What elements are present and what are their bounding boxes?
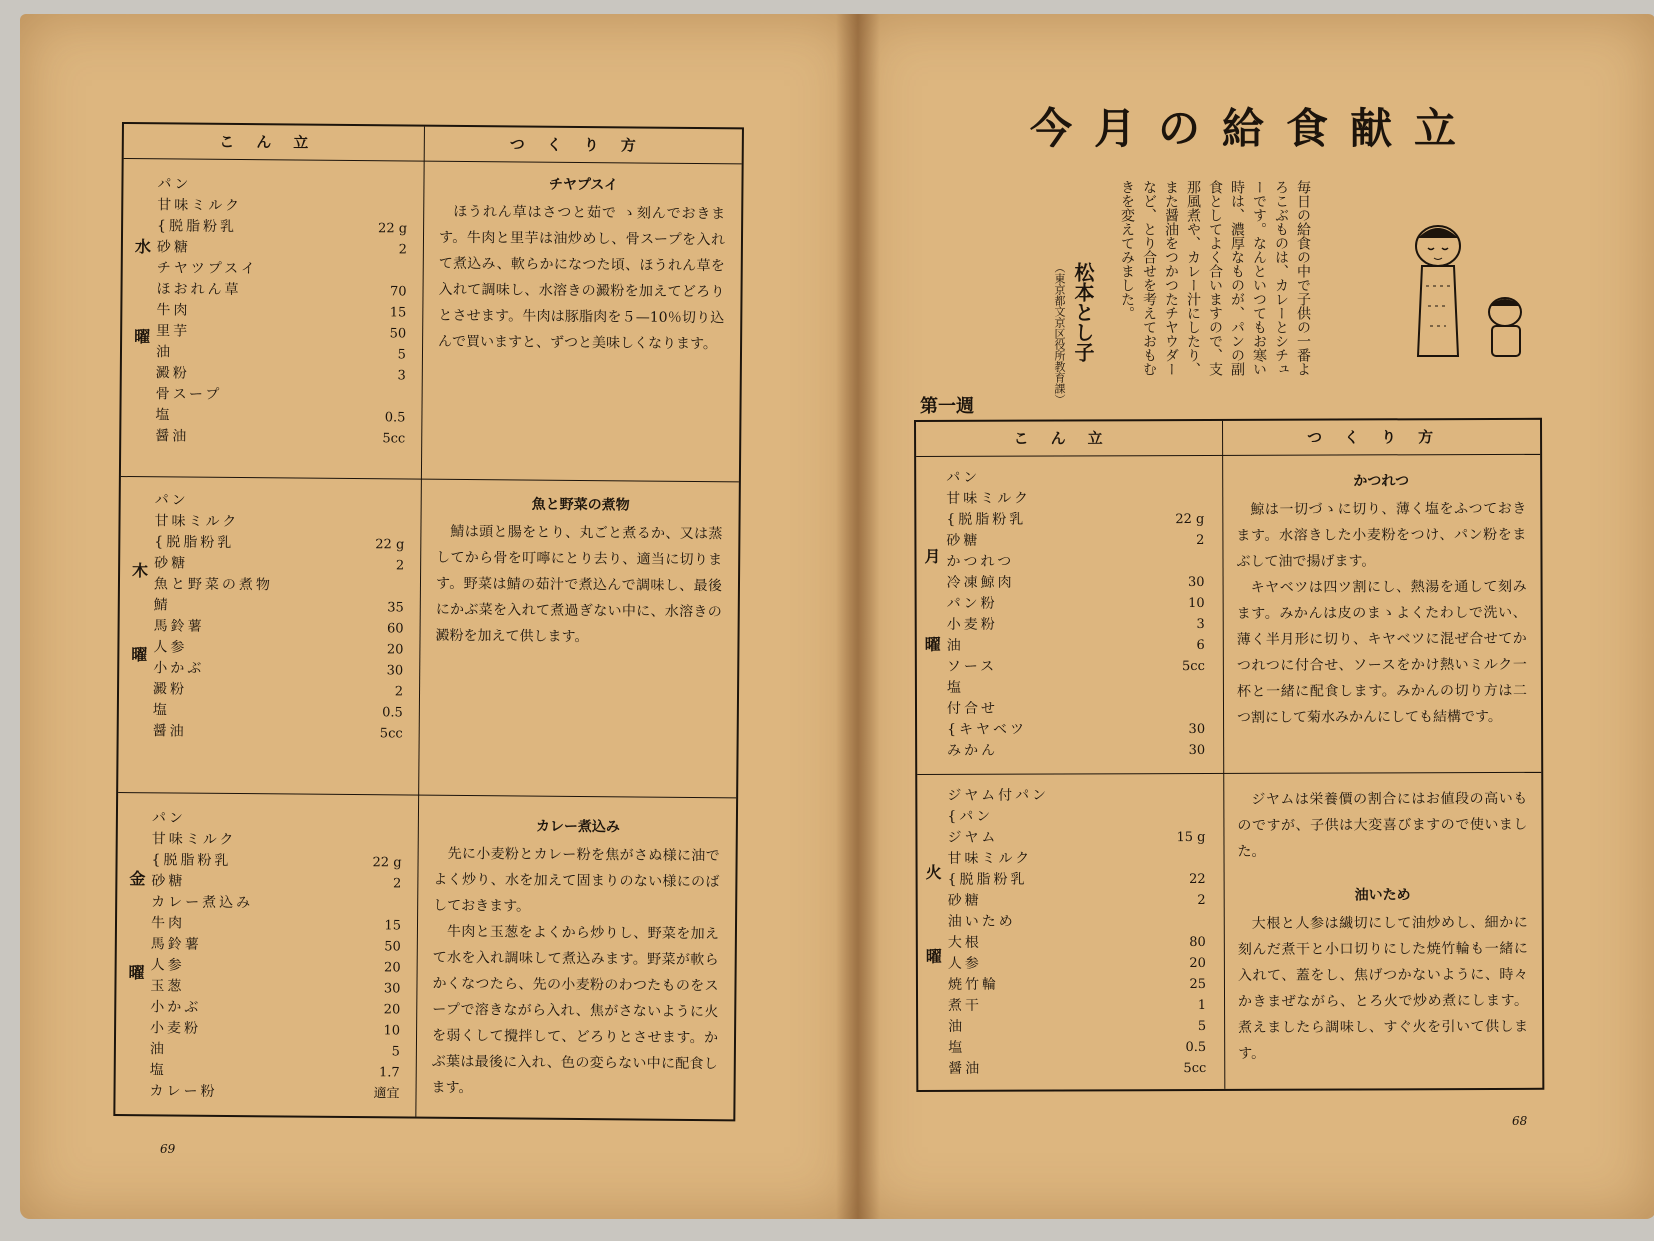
youbi-label: 曜	[131, 645, 148, 665]
author-affiliation: （東京都文京区役所教育課）	[1053, 262, 1066, 405]
day-label: 月	[924, 546, 941, 566]
ingredient-name: {脱脂粉乳	[151, 852, 232, 869]
dish-title: カレー煮込み	[535, 818, 620, 836]
ingredient-name: 甘味ミルク	[151, 831, 237, 849]
youbi-label: 曜	[925, 946, 942, 966]
ingredient-name: 鯖	[153, 597, 171, 614]
menu-item	[947, 719, 1205, 741]
ingredient-amount: 30	[383, 981, 401, 997]
page-title: 今月の給食献立	[1030, 104, 1479, 153]
ingredient-amount: 2	[394, 684, 404, 700]
ingredient-amount: 30	[1188, 742, 1206, 759]
ingredient-amount: 20	[1189, 955, 1206, 972]
menu-item	[157, 216, 407, 239]
menu-item	[155, 426, 405, 449]
ingredient-amount: 20	[383, 1002, 401, 1018]
ingredient-amount: 15	[384, 918, 402, 934]
ingredient-name: パン	[946, 469, 981, 486]
menu-item	[946, 530, 1204, 552]
ingredient-amount: 22 g	[1175, 511, 1205, 528]
menu-item	[156, 342, 406, 365]
ingredient-name: 油いため	[947, 913, 1016, 930]
ingredient-amount: 適宜	[373, 1086, 400, 1102]
menu-item	[947, 827, 1205, 849]
method-paragraph: 鯖は頭と腸をとり、丸ごと煮るか、又は蒸してから骨を叮嚀にとり去り、適当に切ります。野菜は鯖の茹汁で煮込んで調味し、最後にかぶ菜を入れて煮過ぎない中に、水溶きの澱粉を加えて供します。	[435, 523, 723, 646]
ingredient-name: カレー煮込み	[151, 894, 254, 912]
ingredient-amount: 0.5	[384, 410, 406, 426]
ingredient-amount: 22 g	[372, 855, 402, 871]
ingredient-name: 小麦粉	[150, 1020, 202, 1037]
menu-item	[151, 850, 401, 873]
ingredient-name: 砂糖	[154, 555, 189, 572]
dish-title: かつれつ	[1353, 473, 1410, 490]
menu-item	[150, 1039, 400, 1062]
ingredient-name: {脱脂粉乳	[946, 511, 1027, 528]
method-paragraph: 牛肉と玉葱をよくから炒りし、野菜を加えて水を入れ調味して煮込みます。野菜が軟らかくなつたら、先の小麦粉のわつたものをスープで溶きながら入れ、焦がさないように火を弱くして攪拌して、どろりとさせます。かぶ葉は最後に入れ、色の変らない中に配食します。	[431, 923, 720, 1097]
ingredient-name: 油	[155, 344, 174, 361]
ingredient-name: 砂糖	[156, 239, 191, 256]
method-paragraph: キヤベツは四ツ割にし、熱湯を通して刻みます。みかんは皮のまゝよくたわしで洗い、薄く半月形に切り、キヤベツに混ぜ合せてかつれつに付合せ、ソースをかけ熱いミルク一杯と一緒に配食します。みかんの切り方は二つ割にして菊水みかんにしても結構です。	[1236, 578, 1527, 726]
method-paragraph: ほうれん草はさつと茹で ゝ刻んでおきます。牛肉と里芋は油炒めし、骨スープを入れて煮込み、軟らかになつた頃、ほうれん草を入れて調味し、水溶きの澱粉を加えてどろりとさせます。牛肉は豚脂肉を５—10％切り込んで買いますと、ずつと美味しくなります。	[438, 203, 726, 353]
method-text	[435, 519, 722, 651]
ingredient-name: ソース	[946, 658, 998, 675]
page-number-left: 69	[160, 1142, 176, 1156]
menu-item	[151, 913, 401, 936]
ingredient-amount: 22 g	[378, 221, 408, 237]
pre-text: ジヤムは栄養價の割合にはお値段の高いものですが、子供は大変喜びますので使いました。	[1237, 790, 1528, 860]
ingredient-amount: 5	[391, 1044, 400, 1060]
table-header	[916, 420, 1540, 457]
menu-item	[157, 174, 407, 197]
ingredient-name: 砂糖	[947, 892, 982, 909]
ingredient-name: 冷凍鯨肉	[946, 574, 1015, 591]
youbi-label: 曜	[134, 327, 151, 347]
ingredient-amount: 3	[397, 368, 406, 384]
ingredient-name: 砂糖	[946, 532, 981, 549]
header-method: つくり方	[509, 135, 658, 155]
menu-item	[157, 258, 407, 281]
menu-item	[153, 700, 403, 723]
ingredient-amount: 35	[387, 600, 404, 616]
ingredient-amount: 30	[1188, 721, 1206, 738]
ingredient-name: 煮干	[948, 997, 983, 1014]
ingredient-name: パン粉	[946, 595, 998, 612]
week-label: 第一週	[920, 396, 974, 417]
ingredient-amount: 10	[383, 1023, 401, 1039]
menu-items	[155, 174, 407, 449]
ingredient-name: 塩	[152, 702, 170, 719]
day-label: 金	[129, 869, 146, 889]
youbi-label: 曜	[128, 963, 145, 983]
ingredient-name: パン	[157, 176, 192, 193]
menu-item	[947, 635, 1205, 657]
ingredient-name: 付合せ	[946, 700, 999, 717]
ingredient-name: 醤油	[152, 723, 187, 740]
ingredient-name: ジヤム付パン	[947, 787, 1050, 804]
ingredient-name: パン	[154, 492, 189, 509]
menu-item	[151, 955, 401, 978]
menu-item	[156, 300, 406, 323]
ingredient-amount: 5cc	[382, 431, 406, 447]
header-method: つくり方	[1307, 428, 1456, 447]
ingredient-amount: 0.5	[1185, 1039, 1207, 1056]
menu-item	[153, 679, 403, 702]
menu-items	[946, 467, 1205, 762]
menu-item	[150, 1060, 400, 1083]
ingredient-name: 甘味ミルク	[946, 490, 1032, 507]
ingredient-amount: 1	[1197, 997, 1207, 1014]
menu-item	[947, 740, 1205, 762]
kokeshi-doll-illustration	[1400, 216, 1540, 376]
menu-item	[948, 869, 1206, 891]
book-gutter	[836, 14, 880, 1219]
ingredient-amount: 0.5	[382, 705, 403, 721]
ingredient-name: ほおれん草	[156, 281, 242, 299]
menu-item	[947, 593, 1205, 615]
method-text	[431, 841, 719, 1103]
ingredient-name: 砂糖	[151, 873, 186, 890]
menu-item	[946, 467, 1204, 489]
ingredient-name: 塩	[155, 407, 173, 424]
menu-item	[154, 532, 404, 555]
menu-item	[154, 553, 404, 576]
ingredient-amount: 20	[384, 960, 401, 976]
ingredient-name: 牛肉	[156, 302, 191, 319]
ingredient-name: 小麦粉	[946, 616, 998, 633]
ingredient-amount: 50	[384, 939, 401, 955]
menu-items	[947, 785, 1206, 1080]
method-paragraph: 鯨は一切づゝに切り、薄く塩をふつておきます。水溶きした小麦粉をつけ、パン粉をまぶして油で揚げます。	[1236, 500, 1527, 570]
ingredient-name: 馬鈴薯	[153, 618, 205, 635]
column-divider	[415, 127, 425, 1117]
ingredient-amount: 2	[1197, 892, 1206, 909]
header-menu: こん立	[1013, 429, 1125, 448]
method-text	[1238, 910, 1529, 1067]
ingredient-name: 牛肉	[150, 915, 186, 932]
menu-items	[153, 490, 405, 744]
ingredient-name: 大根	[947, 934, 982, 951]
ingredient-amount: 30	[386, 663, 404, 679]
ingredient-amount: 30	[1187, 574, 1205, 591]
ingredient-amount: 20	[386, 642, 404, 658]
menu-item	[948, 890, 1206, 912]
menu-item	[946, 488, 1204, 510]
ingredient-name: 馬鈴薯	[150, 936, 202, 953]
column-divider	[1222, 421, 1225, 1089]
menu-item	[947, 785, 1205, 807]
row-divider	[118, 792, 736, 798]
ingredient-name: 骨スープ	[155, 386, 223, 403]
menu-item	[948, 953, 1206, 975]
menu-item	[947, 614, 1205, 636]
ingredient-name: 油	[946, 637, 964, 654]
ingredient-amount: 5	[1197, 1018, 1207, 1035]
ingredient-name: 魚と野菜の煮物	[153, 576, 274, 594]
ingredient-name: かつれつ	[946, 553, 1015, 570]
ingredient-name: 澱粉	[155, 365, 190, 382]
table-header	[124, 124, 742, 164]
menu-item	[150, 997, 400, 1020]
ingredient-amount: 15	[389, 305, 407, 321]
left-menu-table	[113, 122, 744, 1121]
ingredient-name: 小かぶ	[153, 660, 205, 677]
ingredient-name: 澱粉	[152, 681, 188, 698]
menu-item	[157, 237, 407, 260]
menu-item	[947, 806, 1205, 828]
ingredient-name: 醤油	[155, 428, 190, 445]
ingredient-amount: 10	[1188, 595, 1205, 612]
ingredient-name: 甘味ミルク	[157, 197, 243, 215]
menu-item	[948, 974, 1206, 996]
ingredient-name: 里芋	[156, 323, 191, 340]
menu-item	[153, 637, 403, 660]
method-text	[438, 199, 725, 357]
ingredient-amount: 5	[397, 347, 407, 363]
dish-title: 魚と野菜の煮物	[531, 496, 630, 514]
ingredient-name: 人参	[947, 955, 982, 972]
day-label: 木	[132, 561, 149, 581]
menu-item	[149, 1081, 399, 1104]
method-text	[1236, 496, 1527, 731]
ingredient-name: 焼竹輪	[947, 976, 999, 993]
menu-item	[154, 595, 404, 618]
menu-item	[153, 658, 403, 681]
ingredient-name: 油	[149, 1041, 167, 1058]
menu-item	[150, 1018, 400, 1041]
ingredient-amount: 6	[1196, 637, 1205, 654]
menu-item	[157, 195, 407, 218]
ingredient-name: 人参	[153, 639, 188, 656]
row-divider	[917, 772, 1541, 775]
ingredient-amount: 22 g	[375, 537, 405, 553]
menu-item	[151, 934, 401, 957]
menu-item	[156, 363, 406, 386]
menu-item	[150, 976, 400, 999]
page-number-right: 68	[1512, 1114, 1528, 1128]
menu-item	[154, 616, 404, 639]
menu-item	[948, 995, 1206, 1017]
ingredient-name: 人参	[150, 957, 185, 974]
menu-item	[948, 1058, 1206, 1080]
menu-item	[151, 892, 401, 915]
ingredient-amount: 2	[395, 558, 405, 574]
ingredient-name: 甘味ミルク	[947, 850, 1033, 867]
author-name: 松本とし子	[1071, 262, 1095, 362]
menu-item	[156, 384, 406, 407]
menu-item	[154, 574, 404, 597]
menu-item	[948, 911, 1206, 933]
ingredient-name: {脱脂粉乳	[154, 534, 235, 551]
ingredient-name: パン	[151, 810, 186, 827]
ingredient-name: 甘味ミルク	[154, 513, 240, 531]
day-label: 火	[925, 862, 942, 882]
menu-item	[948, 1016, 1206, 1038]
ingredient-amount: 1.7	[378, 1065, 400, 1081]
dish-title: チヤプスイ	[548, 176, 619, 194]
menu-item	[946, 509, 1204, 531]
ingredient-name: 塩	[948, 1039, 966, 1056]
menu-item	[947, 656, 1205, 678]
menu-item	[947, 677, 1205, 699]
right-menu-table	[914, 418, 1544, 1092]
ingredient-name: {キヤベツ	[947, 721, 1028, 738]
menu-item	[151, 871, 401, 894]
menu-item	[947, 848, 1205, 870]
menu-item	[156, 321, 406, 344]
ingredient-amount: 15 g	[1176, 829, 1206, 846]
menu-item	[155, 490, 405, 513]
ingredient-name: カレー粉	[149, 1083, 218, 1100]
dish-title: 油いため	[1354, 887, 1411, 904]
header-menu: こん立	[219, 132, 331, 152]
menu-item	[947, 698, 1205, 720]
ingredient-amount: 50	[389, 326, 407, 342]
ingredient-amount: 5cc	[379, 726, 403, 742]
row-divider	[121, 476, 739, 482]
ingredient-amount: 60	[386, 621, 404, 637]
ingredient-amount: 22	[1189, 871, 1206, 888]
ingredient-amount: 80	[1189, 934, 1206, 951]
ingredient-amount: 70	[389, 284, 407, 300]
ingredient-amount: 2	[393, 876, 402, 892]
menu-item	[152, 829, 402, 852]
menu-items	[149, 808, 402, 1104]
menu-item	[153, 721, 403, 744]
menu-item	[155, 405, 405, 428]
ingredient-name: 油	[948, 1018, 966, 1035]
menu-item	[947, 572, 1205, 594]
ingredient-name: みかん	[947, 742, 999, 759]
ingredient-name: 醤油	[948, 1060, 983, 1077]
method-paragraph: 大根と人参は繊切にして油炒めし、細かに刻んだ煮干と小口切りにした焼竹輪も一緒に入れて、蓋をし、焦げつかないように、時々かきまぜながら、とろ火で炒め煮にします。煮えましたら調味し、すぐ火を引いて供します。	[1237, 914, 1529, 1062]
ingredient-name: {脱脂粉乳	[157, 218, 238, 236]
ingredient-name: 玉葱	[150, 978, 185, 995]
menu-item	[156, 279, 406, 302]
ingredient-amount: 5cc	[1181, 658, 1205, 675]
ingredient-amount: 2	[1196, 532, 1205, 549]
ingredient-name: {パン	[947, 808, 994, 825]
ingredient-amount: 3	[1196, 616, 1205, 633]
ingredient-amount: 5cc	[1183, 1060, 1207, 1077]
ingredient-name: 塩	[946, 679, 964, 696]
menu-item	[154, 511, 404, 534]
ingredient-amount: 2	[398, 242, 407, 258]
menu-item	[946, 551, 1204, 573]
ingredient-name: ジヤム	[947, 829, 999, 846]
ingredient-amount: 25	[1189, 976, 1206, 993]
ingredient-name: チヤツプスイ	[156, 260, 258, 278]
method-paragraph: 先に小麦粉とカレー粉を焦がさぬ様に油でよく炒り、水を加えて固まりのない様にのばしておきます。	[433, 845, 720, 915]
ingredient-name: 小かぶ	[150, 999, 202, 1016]
ingredient-name: {脱脂粉乳	[947, 871, 1028, 888]
intro-text: 毎日の給食の中で子供の一番よろこぶものは、カレーとシチューです。なんといつてもお寒い時は、濃厚なものが、パンの副食としてよく合いますので、支那風煮や、カレー汁にしたり、また醤油をつかつたチヤウダーなど、とり合せを考えておもむきを変えてみました。	[1119, 180, 1311, 376]
menu-item	[948, 1037, 1206, 1059]
ingredient-name: 塩	[149, 1062, 167, 1079]
youbi-label: 曜	[924, 634, 941, 654]
menu-item	[948, 932, 1206, 954]
menu-item	[152, 808, 402, 831]
day-label: 水	[134, 237, 152, 257]
